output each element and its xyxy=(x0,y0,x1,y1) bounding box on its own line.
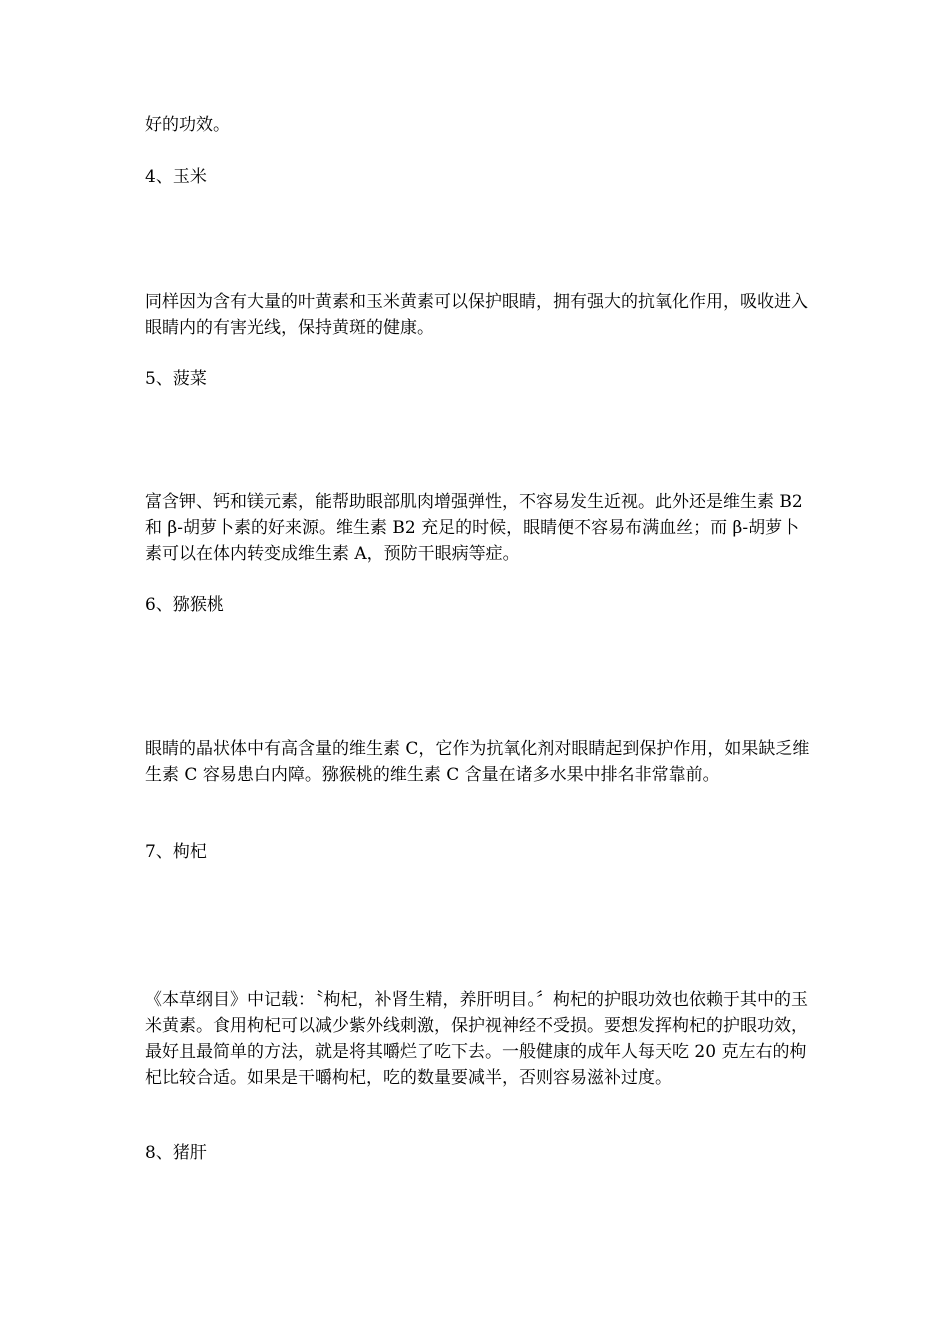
section-heading-kiwi: 6、猕猴桃 xyxy=(145,595,224,615)
section-body-kiwi: 眼睛的晶状体中有高含量的维生素 C，它作为抗氧化剂对眼睛起到保护作用，如果缺乏维生素 C 容易患白内障。猕猴桃的维生素 C 含量在诸多水果中排名非常靠前。 xyxy=(145,739,810,785)
section-heading-pork-liver: 8、猪肝 xyxy=(145,1143,207,1163)
section-heading-spinach: 5、菠菜 xyxy=(145,369,207,389)
section-body-spinach: 富含钾、钙和镁元素，能帮助眼部肌肉增强弹性，不容易发生近视。此外还是维生素 B2 和 β-胡萝卜素的好来源。维生素 B2 充足的时候，眼睛便不容易布满血丝；而 β-胡萝卜素可以在体内转变成维生素 A，预防干眼病等症。 xyxy=(145,492,803,564)
section-heading-goji: 7、枸杞 xyxy=(145,842,207,862)
section-body-goji: 《本草纲目》中记载：〝枸杞，补肾生精，养肝明目。〞枸杞的护眼功效也依赖于其中的玉米黄素。食用枸杞可以减少紫外线刺激，保护视神经不受损。要想发挥枸杞的护眼功效，最好且最简单的方法，就是将其嚼烂了吃下去。一般健康的成年人每天吃 20 克左右的枸杞比较合适。如果是干嚼枸杞，吃的数量要减半，否则容易滋补过度。 xyxy=(145,990,808,1088)
continuation-paragraph: 好的功效。 xyxy=(145,115,230,135)
section-body-corn: 同样因为含有大量的叶黄素和玉米黄素可以保护眼睛，拥有强大的抗氧化作用，吸收进入眼睛内的有害光线，保持黄斑的健康。 xyxy=(145,292,808,338)
section-heading-corn: 4、玉米 xyxy=(145,167,207,187)
